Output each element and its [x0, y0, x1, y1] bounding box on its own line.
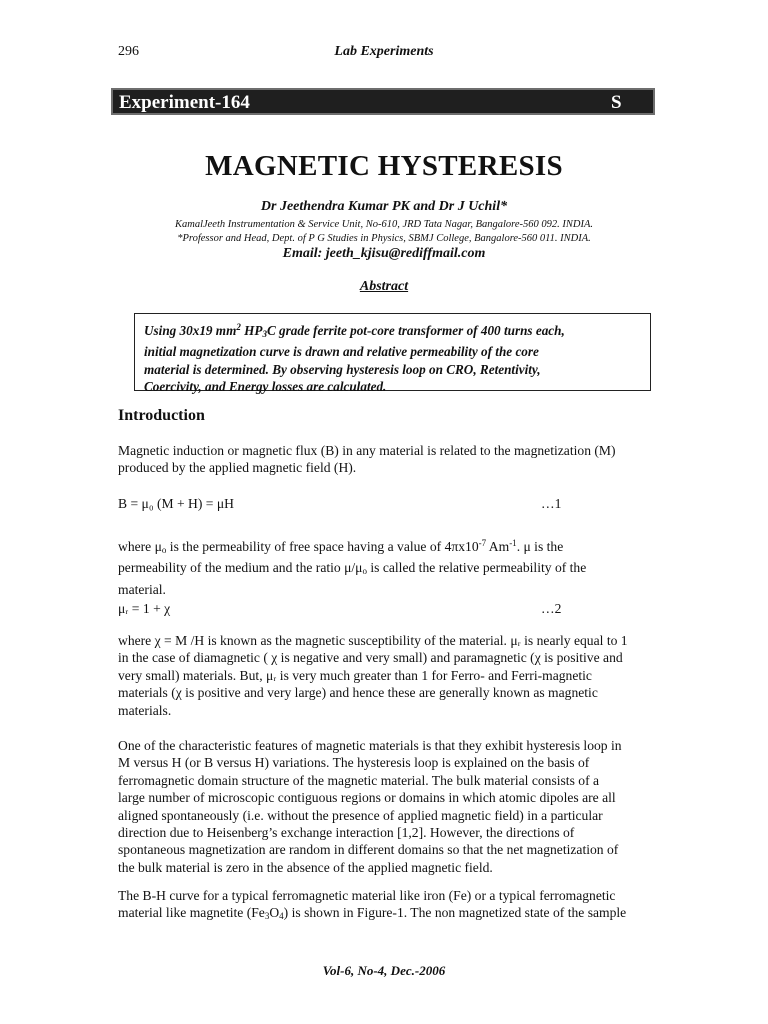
text-line: produced by the applied magnetic field (H). — [118, 460, 357, 476]
text-run: Am — [486, 539, 510, 554]
abstract-box — [134, 313, 651, 395]
experiment-banner — [111, 88, 655, 115]
text-line: direction due to Heisenberg’s exchange interaction [1,2]. However, the directions of — [118, 825, 575, 841]
experiment-tag: S — [611, 92, 622, 113]
subscript: 3 — [262, 329, 267, 339]
abstract-line-2: initial magnetization curve is drawn and relative permeability of the core — [144, 344, 539, 360]
text-line: in the case of diamagnetic ( χ is negative and very small) and paramagnetic (χ is positive and — [118, 650, 623, 666]
affiliation-1: KamalJeeth Instrumentation & Service Unit, No-610, JRD Tata Nagar, Bangalore-560 092. INDIA. — [174, 219, 594, 230]
text-line — [118, 535, 650, 559]
text-line: very small) materials. But, μᵣ is very much greater than 1 for Ferro- and Ferri-magnetic — [118, 667, 592, 683]
experiment-label: Experiment-164 — [119, 92, 250, 113]
authors: Dr Jeethendra Kumar PK and Dr J Uchil* — [260, 199, 508, 214]
running-head: Lab Experiments — [334, 44, 434, 59]
equation-2: μᵣ = 1 + χ — [118, 601, 171, 616]
abstract-line-4: Coercivity, and Energy losses are calculated. — [144, 379, 387, 395]
text-line: spontaneous magnetization are random in different domains so that the net magnetization of — [118, 842, 619, 858]
abstract-heading: Abstract — [359, 279, 409, 294]
text-line: materials. — [118, 702, 172, 718]
text-run: . μ is the — [516, 539, 564, 554]
abstract-text: HP — [240, 323, 263, 338]
text-line: Magnetic induction or magnetic flux (B) in any material is related to the magnetization (M) — [118, 443, 616, 458]
contact-email: Email: jeeth_kjisu@rediffmail.com — [282, 246, 486, 261]
text-line: aligned spontaneously (i.e. without the presence of applied magnetic field) in a particular — [118, 807, 603, 823]
affiliation-2: *Professor and Head, Dept. of P G Studies in Physics, SBMJ College, Bangalore-560 011. INDIA. — [177, 233, 591, 244]
text-run: material like magnetite (Fe — [118, 905, 265, 921]
text-run: is the permeability of free space having a value of 4πx10 — [166, 539, 479, 554]
text-line: materials (χ is positive and very large) and hence these are generally known as magnetic — [118, 685, 598, 701]
text-line: large number of microscopic contiguous regions or domains in which atomic dipoles are all — [118, 790, 616, 806]
subscript: 4 — [279, 911, 284, 922]
section-heading-introduction: Introduction — [118, 407, 205, 424]
text-run: permeability of the medium and the ratio μ/μ — [118, 560, 363, 576]
text-line: M versus H (or B versus H) variations. The hysteresis loop is explained on the basis of — [118, 755, 590, 771]
paragraph-3 — [118, 632, 650, 719]
text-line: where χ = M /H is known as the magnetic susceptibility of the material. μᵣ is nearly equal to 1 — [118, 633, 628, 648]
page-number: 296 — [118, 44, 139, 59]
subscript: o — [362, 566, 367, 577]
abstract-text: Using 30x19 mm — [144, 323, 237, 338]
paragraph-5 — [118, 887, 650, 926]
text-line: material. — [118, 581, 166, 597]
text-line — [118, 559, 650, 580]
text-line: One of the characteristic features of magnetic materials is that they exhibit hysteresis loop in — [118, 738, 622, 753]
text-run: O — [269, 905, 280, 921]
text-run: where μ — [118, 539, 162, 554]
equation-2-number: …2 — [541, 601, 562, 616]
superscript: -7 — [478, 538, 487, 548]
text-line: the bulk material is zero in the absence of the applied magnetic field. — [118, 859, 493, 875]
abstract-line-3: material is determined. By observing hysteresis loop on CRO, Retentivity, — [144, 361, 541, 377]
paragraph-4 — [118, 737, 650, 876]
page-footer: Vol-6, No-4, Dec.-2006 — [322, 963, 446, 978]
subscript: o — [161, 545, 167, 555]
paper-title: MAGNETIC HYSTERESIS — [205, 150, 563, 182]
text-line — [118, 904, 650, 925]
superscript: 2 — [236, 322, 241, 332]
text-run: ) is shown in Figure-1. The non magnetized state of the sample — [283, 905, 627, 921]
text-line: ferromagnetic domain structure of the magnetic material. The bulk material consists of a — [118, 772, 600, 788]
paragraph-2 — [118, 535, 650, 598]
superscript: -1 — [509, 538, 517, 548]
abstract-line-1 — [144, 319, 641, 343]
text-line: The B-H curve for a typical ferromagnetic material like iron (Fe) or a typical ferromagnetic — [118, 888, 616, 903]
equation-1: B = μ₀ (M + H) = μH — [118, 496, 234, 511]
paragraph-1 — [118, 442, 650, 477]
abstract-text: C grade ferrite pot-core transformer of 400 turns each, — [266, 323, 565, 338]
equation-1-number: …1 — [541, 496, 562, 511]
subscript: 3 — [264, 911, 270, 922]
text-run: is called the relative permeability of the — [366, 560, 587, 576]
